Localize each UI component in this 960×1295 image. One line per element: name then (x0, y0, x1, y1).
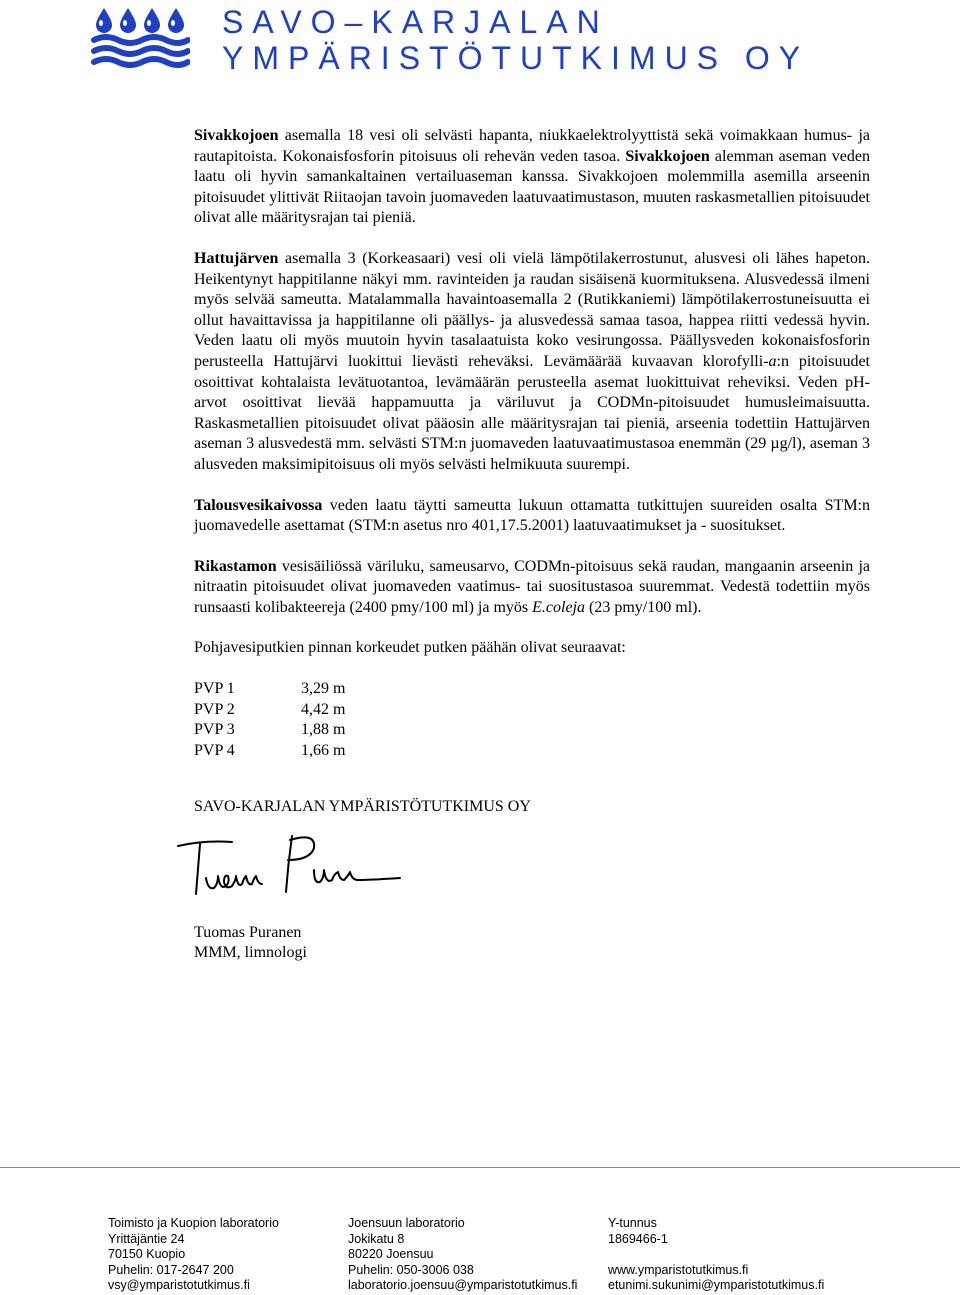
footer-line: 70150 Kuopio (108, 1247, 186, 1261)
footer-website: www.ymparistotutkimus.fi (608, 1262, 749, 1277)
paragraph (194, 126, 870, 229)
footer-line: Yrittäjäntie 24 (108, 1231, 185, 1246)
well-value: 3,29 m (301, 680, 346, 698)
subject-term: Rikastamon (194, 557, 277, 575)
footer-email: vsy@ymparistotutkimus.fi (108, 1278, 250, 1292)
text-run: a (768, 352, 777, 370)
well-value: 1,88 m (301, 721, 346, 739)
paragraph (194, 249, 870, 476)
text-run: asemalla 18 vesi oli selvästi hapanta, niukkaelektrolyyttistä sekä voimakkaan humus- ja rautapitoista. Kokonaisfosforin pitoisuus oli rehevän veden tasoa. (194, 127, 870, 165)
footer-line (608, 1247, 824, 1263)
subject-term: Sivakkojoen (194, 127, 279, 144)
groundwater-well-list (194, 679, 870, 761)
footer-line: Y-tunnus (608, 1216, 657, 1230)
footer-line: Puhelin: 017-2647 200 (108, 1262, 234, 1277)
letter-body (194, 126, 870, 964)
footer-line: 80220 Joensuu (348, 1247, 434, 1261)
well-value: 4,42 m (301, 700, 346, 718)
text-run: E.coleja (532, 598, 586, 616)
paragraph (194, 557, 870, 619)
footer-email: etunimi.sukunimi@ymparistotutkimus.fi (608, 1278, 825, 1292)
text-run: vesisäiliössä väriluku, sameusarvo, CODMn-pitoisuus sekä raudan, mangaanin arseenin ja nitraatin pitoisuudet olivat juomaveden vaatimus- tai suositustasoa suuremmat. Vedestä todettiin myös runsaasti kolibakteereja (2400 pmy/100 ml) ja myös (194, 557, 870, 616)
footer-line: Joensuun laboratorio (348, 1216, 465, 1230)
well-row (194, 741, 870, 762)
footer-email: laboratorio.joensuu@ymparistotutkimus.fi (348, 1278, 578, 1292)
handwritten-signature (174, 828, 414, 906)
well-name: PVP 3 (194, 721, 235, 739)
signer-title: MMM, limnologi (194, 944, 307, 962)
well-row (194, 720, 870, 741)
paragraph (194, 638, 870, 659)
paragraph (194, 496, 870, 537)
well-value: 1,66 m (301, 741, 346, 759)
text-run: asemalla 3 (Korkeasaari) vesi oli vielä lämpötilakerrostunut, alusvesi oli lähes hapeton. Heikentynyt happitilanne näkyi mm. ravinteiden ja raudan sisäisenä kuormituksena. Alusvedessä ilmeni myös selvää sameutta. Matalammalla havaintoasemalla 2 (Rutikkaniemi) lämpötilakerrostuneisuutta ei ollut havaittavissa ja happitilanne oli päällys- ja alusvedessä samaa tasoa, happea riitti vedessä hyvin. Veden laatu oli myös muutoin hyvin tasalaatuista koko vesirungossa. Päällysveden kokonaisfosforin perusteella Hattujärvi luokittui lievästi reheväksi. Levämäärää kuvaavan klorofylli- (194, 249, 870, 370)
subject-term: Talousvesikaivossa (194, 496, 323, 514)
footer-line: Jokikatu 8 (348, 1231, 405, 1246)
company-name-line1: SAVO–KARJALAN (222, 4, 609, 40)
company-name-line2: YMPÄRISTÖTUTKIMUS OY (222, 40, 810, 76)
text-run: :n pitoisuudet osoittivat kohtalaista levätuotantoa, levämäärän perusteella asemat luokittuivat reheviksi. Veden pH-arvot osoittivat lievää happamuutta ja väriluvut ja CODMn-pitoisuudet humusleimaisuutta. Raskasmetallien pitoisuudet olivat pääosin alle määritysrajan tai pieniä, arseenia todettiin Hattujärven aseman 3 alusvedestä mm. selvästi STM:n juomaveden laatuvaatimustasoa enemmän (29 µg/l), aseman 3 alusveden maksimipitoisuus oli myös selvästi helmikuuta suurempi. (194, 352, 870, 473)
signoff-company: SAVO-KARJALAN YMPÄRISTÖTUTKIMUS OY (194, 798, 531, 816)
well-name: PVP 1 (194, 680, 235, 698)
well-name: PVP 2 (194, 700, 235, 718)
signer-name: Tuomas Puranen (194, 923, 302, 941)
footer-line: Puhelin: 050-3006 038 (348, 1262, 474, 1277)
footer-divider (0, 1167, 960, 1168)
well-name: PVP 4 (194, 741, 235, 759)
footer-line: Toimisto ja Kuopion laboratorio (108, 1216, 279, 1230)
footer-column-company (608, 1216, 824, 1294)
footer-line: 1869466-1 (608, 1231, 668, 1246)
subject-term: Sivakkojoen (625, 147, 710, 165)
well-row (194, 679, 870, 700)
text-run: Pohjavesiputkien pinnan korkeudet putken päähän olivat seuraavat: (194, 639, 626, 657)
paragraphs (194, 126, 870, 659)
text-run: alemman aseman veden laatu oli hyvin samankaltainen vertailuaseman kanssa. Sivakkojoen molemmilla asemilla arseenin pitoisuudet ylittivät Riitaojan tavoin juomaveden laatuvaatimustason, muuten raskasmetallien pitoisuudet olivat alle määritysrajan tai pieniä. (194, 147, 870, 227)
well-row (194, 700, 870, 721)
footer-column-office (108, 1216, 279, 1294)
text-run: (23 pmy/100 ml). (585, 598, 702, 616)
text-run: veden laatu täytti sameutta lukuun ottamatta tutkittujen suureiden osalta STM:n juomavedelle asettamat (STM:n asetus nro 401,17.5.2001) laatuvaatimukset ja - suositukset. (194, 496, 870, 535)
letterhead (0, 0, 960, 80)
subject-term: Hattujärven (194, 249, 279, 267)
footer-column-joensuu (348, 1216, 577, 1294)
water-drops-waves-logo-icon (90, 6, 190, 68)
